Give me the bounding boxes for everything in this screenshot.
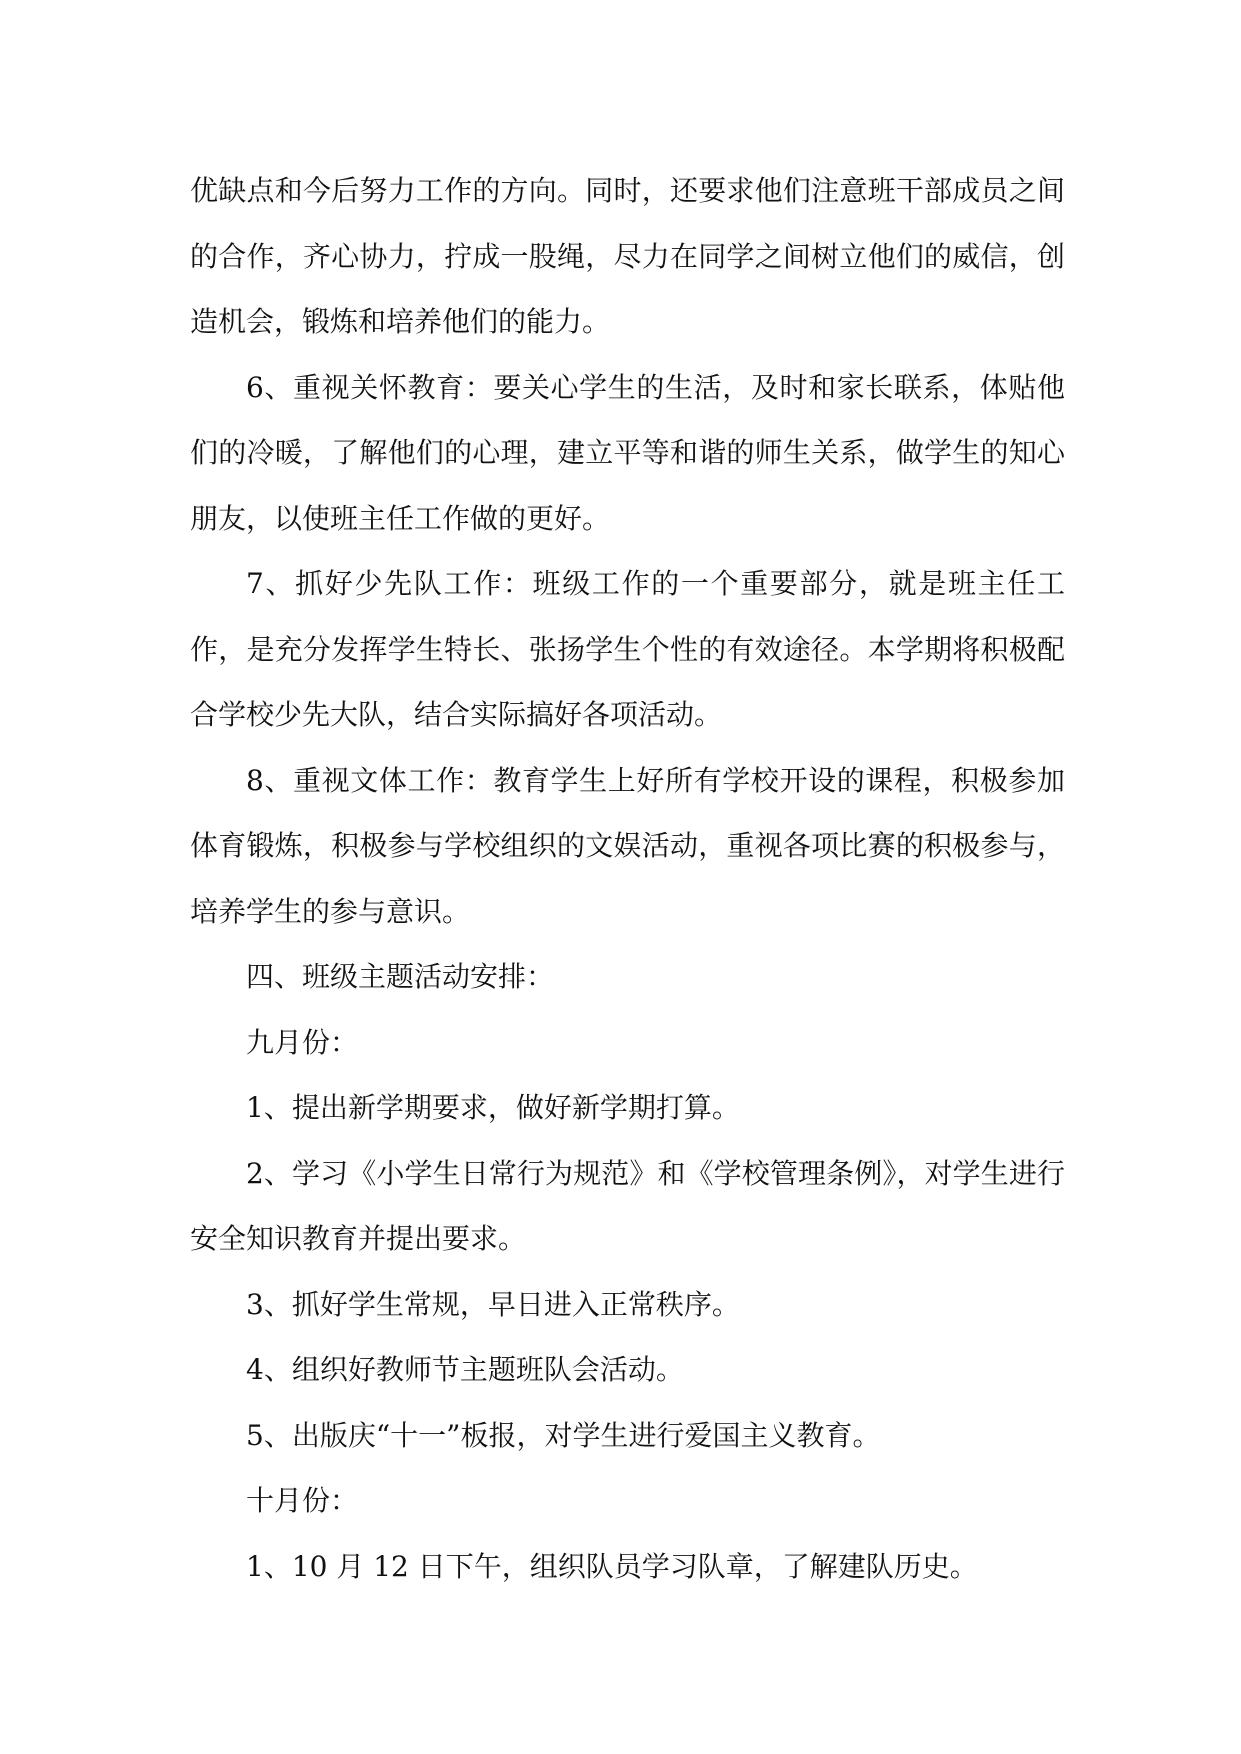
list-item: 5、出版庆“十一”板报，对学生进行爱国主义教育。 [246,1418,881,1452]
section-heading-theme-activities: 四、班级主题活动安排： [246,960,555,993]
list-item: 3、抓好学生常规，早日进入正常秩序。 [246,1287,740,1321]
list-item: 1、10 月 12 日下午，组织队员学习队章，了解建队历史。 [246,1549,978,1583]
paragraph-care-education: 6、重视关怀教育：要关心学生的生活，及时和家长联系，体贴他们的冷暖，了解他们的心理，建立平等和谐的师生关系，做学生的知心朋友，以使班主任工作做的更好。 [190,370,1065,535]
month-heading-october: 十月份： [246,1484,359,1517]
list-item: 1、提出新学期要求，做好新学期打算。 [246,1091,740,1124]
paragraph-young-pioneers: 7、抓好少先队工作：班级工作的一个重要部分，就是班主任工作，是充分发挥学生特长、张扬学生个性的有效途径。本学期将积极配合学校少先大队，结合实际搞好各项活动。 [190,567,1065,731]
paragraph-class-cadre-continued: 优缺点和今后努力工作的方向。同时，还要求他们注意班干部成员之间的合作，齐心协力，拧成一股绳，尽力在同学之间树立他们的威信，创造机会，锻炼和培养他们的能力。 [190,174,1065,338]
list-item: 2、学习《小学生日常行为规范》和《学校管理条例》，对学生进行安全知识教育并提出要求。 [190,1156,1065,1255]
paragraph-sports-culture: 8、重视文体工作：教育学生上好所有学校开设的课程，积极参加体育锻炼，积极参与学校组织的文娱活动，重视各项比赛的积极参与，培养学生的参与意识。 [190,763,1065,928]
list-item: 4、组织好教师节主题班队会活动。 [246,1353,684,1386]
month-heading-september: 九月份： [246,1025,359,1059]
document-body [190,158,1065,1599]
